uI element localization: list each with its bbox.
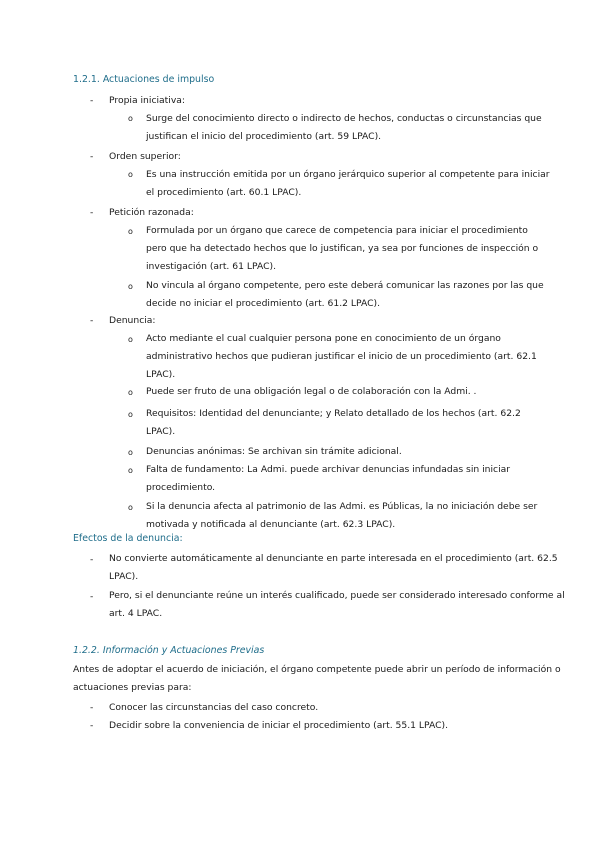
bullet-marker: o	[128, 448, 133, 457]
dash-marker: -	[90, 720, 94, 731]
effects-heading: Efectos de la denuncia:	[73, 533, 183, 544]
bullet-text: Puede ser fruto de una obligación legal o de colaboración con la Admi. .	[146, 386, 477, 397]
list-item-label: Orden superior:	[109, 151, 181, 162]
bullet-text: Formulada por un órgano que carece de competencia para iniciar el procedimiento pero que ha detectado hechos que lo justifican, ya sea por funciones de inspección o investigación (art. 61 LPAC).	[146, 225, 539, 272]
bullet-marker: o	[128, 410, 133, 419]
dash-marker: -	[90, 151, 94, 162]
section-2-item: Conocer las circunstancias del caso concreto.	[109, 702, 319, 713]
bullet-marker: o	[128, 503, 133, 512]
bullet-marker: o	[128, 170, 133, 179]
bullet-text: Falta de fundamento: La Admi. puede archivar denuncias infundadas sin iniciar procedimiento.	[146, 464, 511, 493]
section-2-item: Decidir sobre la conveniencia de iniciar el procedimiento (art. 55.1 LPAC).	[109, 720, 449, 731]
bullet-text: Surge del conocimiento directo o indirecto de hechos, conductas o circunstancias que justifican el inicio del procedimiento (art. 59 LPAC).	[146, 113, 542, 142]
bullet-text: Si la denuncia afecta al patrimonio de las Admi. es Públicas, la no iniciación debe ser motivada y notificada al denunciante (art. 62.3 LPAC).	[146, 501, 538, 530]
list-item-label: Propia iniciativa:	[109, 95, 185, 106]
dash-marker: -	[90, 554, 94, 565]
list-item-label: Petición razonada:	[109, 207, 194, 218]
bullet-marker: o	[128, 114, 133, 123]
dash-marker: -	[90, 315, 94, 326]
list-item-label: Denuncia:	[109, 315, 156, 326]
bullet-marker: o	[128, 227, 133, 236]
bullet-text: Es una instrucción emitida por un órgano jerárquico superior al competente para iniciar el procedimiento (art. 60.1 LPAC).	[146, 169, 550, 198]
dash-marker: -	[90, 95, 94, 106]
effects-item: Pero, si el denunciante reúne un interés cualificado, puede ser considerado interesado conforme al art. 4 LPAC.	[109, 590, 565, 619]
dash-marker: -	[90, 591, 94, 602]
bullet-text: Denuncias anónimas: Se archivan sin trámite adicional.	[146, 446, 402, 457]
section-heading-informacion-actuaciones-previas: 1.2.2. Información y Actuaciones Previas	[73, 645, 265, 656]
section-intro-paragraph: Antes de adoptar el acuerdo de iniciación, el órgano competente puede abrir un período de información o actuaciones previas para:	[73, 664, 561, 693]
bullet-text: Requisitos: Identidad del denunciante; y Relato detallado de los hechos (art. 62.2 LPAC).	[146, 408, 521, 437]
effects-item: No convierte automáticamente al denunciante en parte interesada en el procedimiento (art. 62.5 LPAC).	[109, 553, 558, 582]
bullet-text: No vincula al órgano competente, pero este deberá comunicar las razones por las que decide no iniciar el procedimiento (art. 61.2 LPAC).	[146, 280, 544, 309]
bullet-marker: o	[128, 388, 133, 397]
dash-marker: -	[90, 702, 94, 713]
section-heading-actuaciones-impulso: 1.2.1. Actuaciones de impulso	[73, 74, 215, 85]
dash-marker: -	[90, 207, 94, 218]
bullet-marker: o	[128, 466, 133, 475]
bullet-marker: o	[128, 282, 133, 291]
bullet-text: Acto mediante el cual cualquier persona pone en conocimiento de un órgano administrativo hechos que pudieran justificar el inicio de un procedimiento (art. 62.1 LPAC).	[146, 333, 537, 380]
bullet-marker: o	[128, 335, 133, 344]
